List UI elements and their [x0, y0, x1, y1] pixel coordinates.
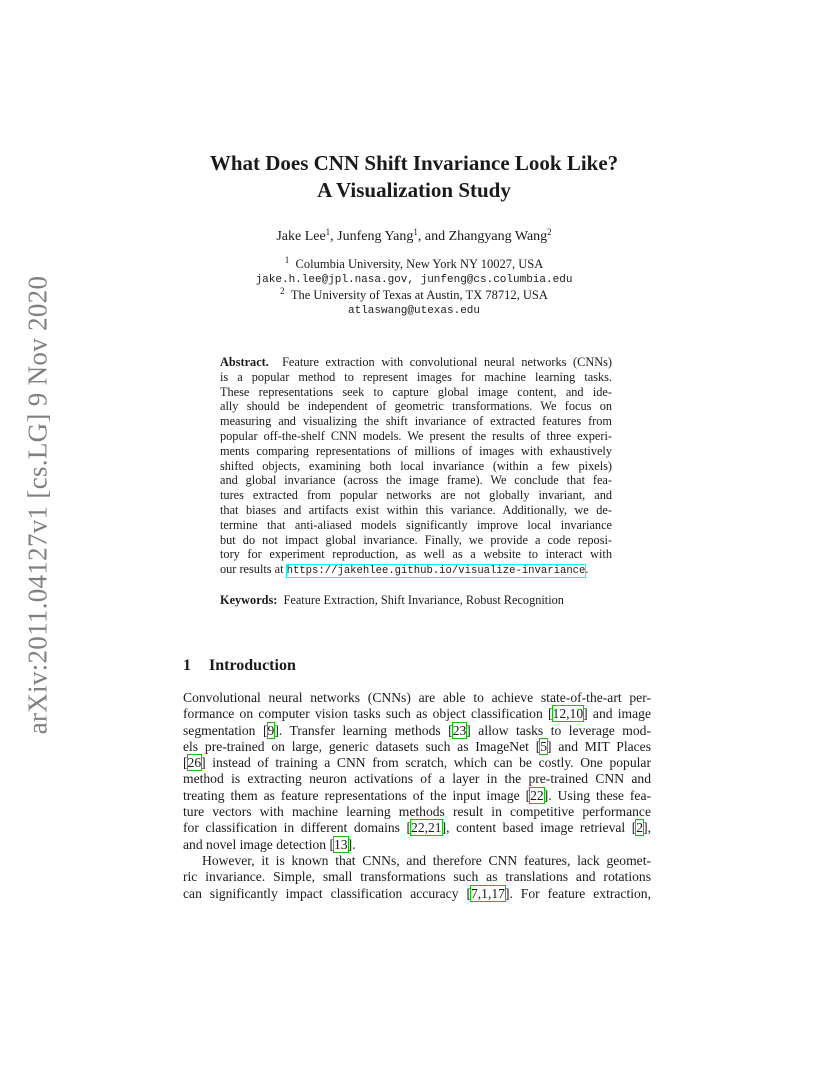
body-text-fragment: . Using these fea- [548, 787, 651, 803]
body-line: ture vectors with machine learning methods result in competitive performance [183, 804, 651, 820]
abstract-line-text: Feature extraction with convolutional neural networks (CNNs) [282, 355, 612, 369]
affiliations [150, 257, 678, 319]
citation-link[interactable]: 23 [452, 722, 467, 738]
body-line: and novel image detection [13]. [183, 836, 356, 852]
section-heading [183, 657, 296, 675]
citation-link[interactable]: 9 [267, 722, 275, 738]
body-line: [26] instead of training a CNN from scratch, which can be costly. One popular [183, 755, 651, 771]
body-text-fragment: formance on computer vision tasks such as object classification [183, 706, 549, 722]
abstract-line: shifted objects, examining both local invariance (within a few pixels) [220, 458, 612, 473]
body-text-fragment: and MIT Places [551, 738, 651, 754]
abstract-line: ments comparing representations of millions of images with exhaustively [220, 443, 612, 458]
body-line: ric invariance. Simple, small transformations such as translations and rotations [183, 869, 651, 885]
body-text-fragment: . [352, 836, 356, 852]
abstract-line: and global invariance (across the image frame). We conclude that fea- [220, 473, 612, 488]
author-1-affil: 1 [325, 227, 331, 237]
abstract-line: measuring and visualizing the shift invariance of extracted features from [220, 414, 612, 429]
body-text-fragment: . For feature extraction, [509, 885, 652, 901]
abstract-line: ally should be independent of geometric transformations. We focus on [220, 399, 612, 414]
body-text-fragment: treating them as feature representations of the input image [183, 787, 526, 803]
body-text-fragment: els pre-trained on large, generic datasets such as ImageNet [183, 738, 536, 754]
section-title: Introduction [209, 657, 296, 674]
arxiv-identifier-text: arXiv:2011.04127v1 [cs.LG] 9 Nov 2020 [22, 275, 53, 735]
abstract-line: tory for experiment reproduction, as well as a website to interact with [220, 547, 612, 562]
title-line-1: What Does CNN Shift Invariance Look Like? [209, 151, 619, 175]
body-line: treating them as feature representations of the input image [22]. Using these fea- [183, 787, 651, 803]
abstract-line: that biases and artifacts exist within this variance. Additionally, we de- [220, 502, 612, 517]
citation-link[interactable]: 5 [540, 738, 548, 754]
body-text-fragment: instead of training a CNN from scratch, which can be costly. One popular [205, 755, 651, 771]
section-number: 1 [183, 657, 191, 674]
author-2: Junfeng Yang [337, 229, 414, 244]
citation-link[interactable]: 2 [636, 820, 644, 836]
author-2-affil: 1 [413, 227, 418, 237]
body-line: els pre-trained on large, generic datasets such as ImageNet [5] and MIT Places [183, 738, 651, 754]
abstract-line: but do not impact global invariance. Finally, we provide a code reposi- [220, 532, 612, 547]
body-text-fragment: for classification in different domains [183, 820, 407, 836]
title-line-2: A Visualization Study [317, 178, 511, 202]
body-text-fragment: allow tasks to leverage mod- [470, 722, 651, 738]
affiliation-1 [150, 257, 678, 273]
citation-link[interactable]: 7,1,17 [470, 885, 505, 901]
author-3-affil: 2 [547, 227, 552, 237]
abstract-url-prefix: our results at [220, 562, 287, 577]
abstract-url-suffix: . [585, 562, 589, 577]
affiliation-2-email: atlaswang@utexas.edu [347, 304, 481, 317]
affiliation-2-mark: 2 [280, 286, 285, 296]
body-line: segmentation [9]. Transfer learning methods [23] allow tasks to leverage mod- [183, 722, 651, 738]
author-list [150, 229, 678, 245]
affiliation-1-mark: 1 [284, 255, 290, 265]
author-separator: , [330, 229, 338, 244]
abstract-line [220, 562, 612, 579]
body-text-fragment: . Transfer learning methods [278, 722, 449, 738]
abstract-line: tures extracted from popular networks are not globally invariant, and [220, 488, 612, 503]
body-text-fragment: , [647, 820, 651, 836]
project-website-link[interactable]: https://jakehlee.github.io/visualize-invariance [286, 565, 586, 578]
body-text-fragment: , content based image retrieval [446, 820, 632, 836]
body-text-fragment: and novel image detection [183, 836, 330, 852]
author-separator: , and [417, 229, 449, 244]
abstract-line: These representations seek to capture global image content, and ide- [220, 384, 612, 399]
citation-link[interactable]: 12,10 [552, 706, 584, 722]
citation-link[interactable]: 26 [187, 755, 202, 771]
affiliation-2 [150, 288, 678, 304]
keywords-label: Keywords: [220, 593, 278, 607]
abstract-line: popular off-the-shelf CNN models. We present the results of three experi- [220, 428, 612, 443]
author-3: Zhangyang Wang [448, 229, 548, 244]
body-text-fragment: and image [587, 706, 651, 722]
body-text-fragment: can significantly impact classification accuracy [183, 885, 467, 901]
abstract-line [220, 355, 612, 370]
body-text [183, 690, 651, 902]
body-line: Convolutional neural networks (CNNs) are able to achieve state-of-the-art per- [183, 690, 651, 705]
keywords [220, 593, 612, 608]
citation-link[interactable]: 22 [530, 787, 544, 803]
abstract-line: is a popular method to represent images for machine learning tasks. [220, 369, 612, 384]
body-text-fragment: segmentation [183, 722, 263, 738]
abstract-label: Abstract. [220, 355, 269, 369]
abstract [220, 355, 612, 579]
arxiv-identifier [22, 275, 54, 735]
keywords-text: Feature Extraction, Shift Invariance, Robust Recognition [283, 593, 564, 607]
affiliation-1-emails: jake.h.lee@jpl.nasa.gov, junfeng@cs.columbia.edu [255, 273, 573, 286]
affiliation-1-institution: Columbia University, New York NY 10027, USA [295, 257, 544, 271]
paper-title [150, 150, 678, 204]
body-line: for classification in different domains [22,21], content based image retrieval [2], [183, 820, 651, 836]
body-line: method is extracting neuron activations of a layer in the pre-trained CNN and [183, 771, 651, 787]
affiliation-2-institution: The University of Texas at Austin, TX 78712, USA [290, 288, 548, 302]
citation-link[interactable]: 13 [334, 836, 348, 852]
body-line: can significantly impact classification accuracy [7,1,17]. For feature extraction, [183, 885, 652, 901]
body-line: However, it is known that CNNs, and therefore CNN features, lack geomet- [202, 852, 651, 868]
body-line: formance on computer vision tasks such as object classification [12,10] and image [183, 706, 651, 722]
author-1: Jake Lee [276, 229, 326, 244]
citation-link[interactable]: 22,21 [411, 820, 442, 836]
abstract-line: termine that anti-aliased models significantly improve local invariance [220, 517, 612, 532]
